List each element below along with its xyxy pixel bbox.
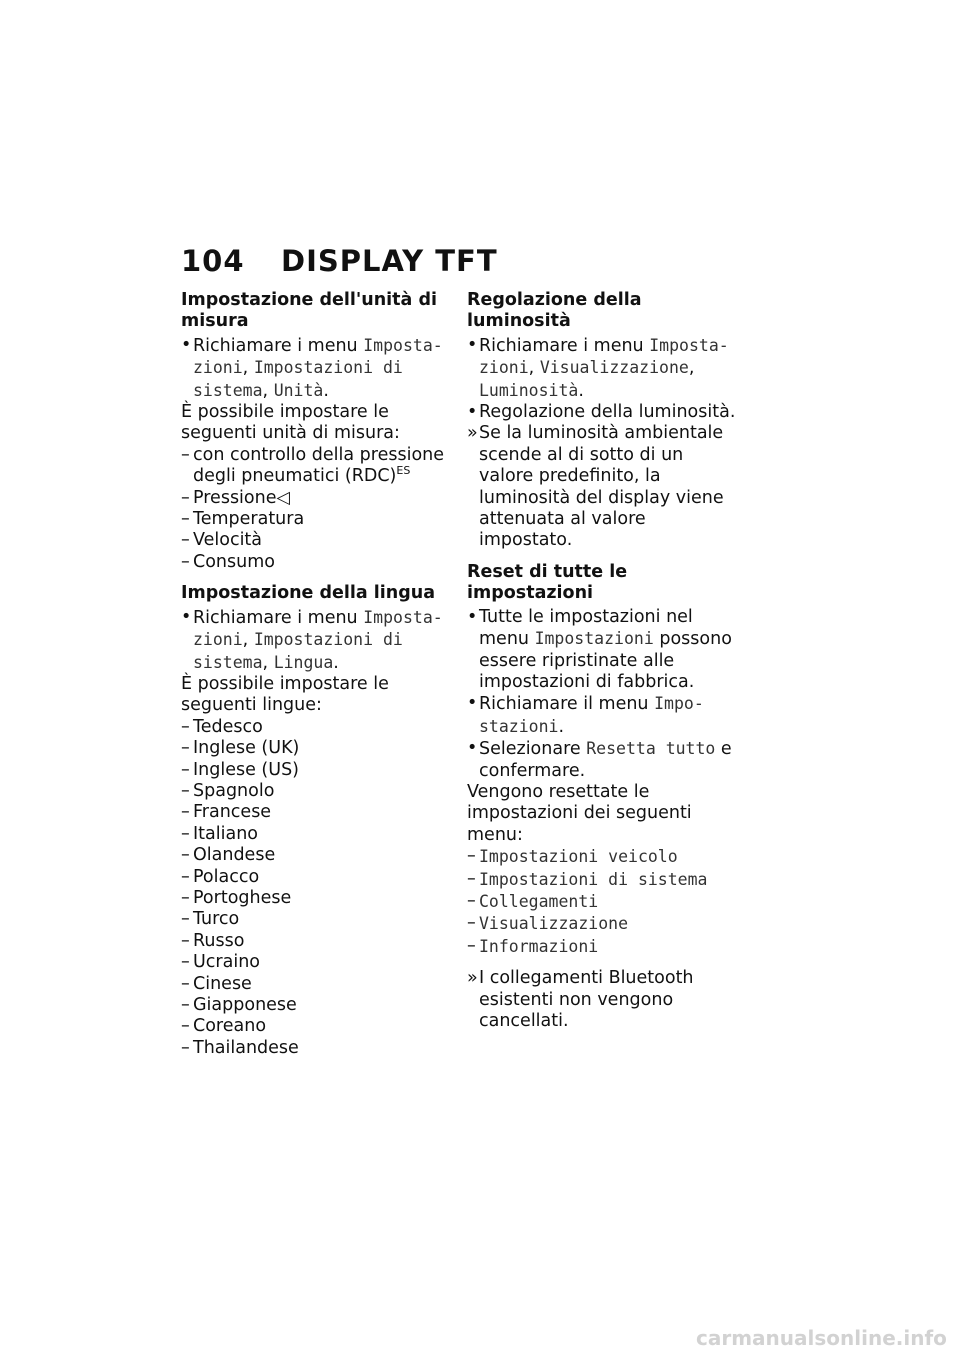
reset-menu-item: – Collegamenti (467, 890, 599, 911)
menu-name: Lingua (273, 652, 334, 672)
page-title: DISPLAY TFT (281, 244, 498, 278)
units-item: – con controllo della pressione degli pneumatici (RDC)$^{ES}$ (181, 444, 445, 487)
bullet-icon: • (467, 402, 478, 423)
es-superscript: ES (396, 464, 411, 478)
bullet-icon: • (181, 334, 192, 355)
reset-intro: Vengono resettate le impostazioni dei seguenti menu: (467, 781, 692, 845)
language-intro: È possibile impostare le seguenti lingue: (181, 673, 389, 716)
reset-heading: Reset di tutte le impostazioni (467, 561, 628, 604)
right-column (467, 290, 742, 1032)
language-item: – Cinese (181, 973, 252, 994)
language-step: • Richiamare i menu Imposta-zioni, Impostazioni di sistema, Lingua. (181, 606, 443, 673)
units-step: • Richiamare i menu Imposta-zioni, Impostazioni di sistema, Unità. (181, 334, 443, 401)
brightness-step: • Regolazione della luminosità. (467, 402, 736, 423)
language-item: – Thailandese (181, 1037, 299, 1058)
units-item: – Consumo (181, 551, 275, 572)
bullet-icon: • (467, 334, 478, 355)
brightness-step: • Richiamare i menu Imposta-zioni, Visualizzazione, Luminosità. (467, 334, 729, 401)
language-item: – Olandese (181, 845, 276, 866)
menu-name: Luminosità (479, 380, 579, 400)
menu-name: Imposta-zioni (193, 335, 443, 378)
language-item: – Inglese (UK) (181, 738, 300, 759)
reset-menu-item: – Visualizzazione (467, 913, 629, 934)
units-intro: È possibile impostare le seguenti unità di misura: (181, 402, 400, 444)
language-heading: Impostazione della lingua (181, 583, 436, 604)
page-number: 104 (181, 244, 245, 278)
result-icon: » (467, 423, 478, 444)
menu-name: Impostazioni di sistema (193, 630, 403, 672)
language-item: – Tedesco (181, 716, 263, 737)
bullet-icon: • (181, 606, 192, 627)
brightness-result: » Se la luminosità ambientale scende al di sotto di un valore predefinito, la luminosità del display viene attenuata al valore impostato. (467, 423, 724, 551)
bullet-icon: • (467, 606, 478, 627)
language-item: – Polacco (181, 866, 260, 887)
menu-name: Impostazioni (534, 629, 654, 649)
brightness-heading: Regolazione della luminosità (467, 290, 642, 332)
menu-name: Visualizzazione (539, 358, 689, 378)
language-item: – Spagnolo (181, 780, 275, 801)
reset-menu-item: – Impostazioni di sistema (467, 868, 708, 889)
reset-step: • Tutte le impostazioni nel menu Impostazioni possono essere ripristinate alle impostazioni di fabbrica. (467, 606, 732, 692)
language-item: – Francese (181, 802, 272, 823)
language-item: – Inglese (US) (181, 759, 300, 780)
reset-menu-item: – Informazioni (467, 935, 599, 956)
units-item: – Velocità (181, 530, 263, 551)
left-column (181, 290, 453, 1059)
reset-result: » I collegamenti Bluetooth esistenti non vengono cancellati. (467, 968, 694, 1031)
units-heading: Impostazione dell'unità di misura (181, 290, 437, 332)
menu-name: Imposta-zioni (193, 607, 443, 650)
language-item: – Giapponese (181, 995, 297, 1015)
units-item: – Temperatura (181, 509, 305, 530)
page-header (181, 244, 498, 278)
menu-name: Impostazioni di sistema (193, 358, 403, 400)
watermark: carmanualsonline.info (696, 1326, 947, 1350)
language-item: – Turco (181, 909, 240, 930)
menu-name: Imposta-zioni (479, 335, 729, 378)
bullet-icon: • (467, 693, 478, 714)
language-item: – Coreano (181, 1016, 267, 1037)
language-item: – Portoghese (181, 887, 292, 908)
reset-menu-item: – Impostazioni veicolo (467, 846, 678, 867)
language-item: – Ucraino (181, 952, 261, 973)
language-item: – Italiano (181, 823, 258, 844)
language-item: – Russo (181, 930, 245, 951)
reset-step: • Selezionare Resetta tutto e confermare. (467, 738, 732, 781)
reset-step: • Richiamare il menu Impo-stazioni. (467, 693, 704, 737)
menu-name: Unità (273, 380, 324, 400)
result-icon: » (467, 968, 478, 989)
menu-name: Impo-stazioni (479, 694, 704, 736)
bullet-icon: • (467, 738, 478, 759)
arrow-left-icon: ◁ (276, 487, 290, 508)
units-item: – Pressione◁ (181, 487, 290, 508)
menu-name: Resetta tutto (586, 739, 716, 759)
